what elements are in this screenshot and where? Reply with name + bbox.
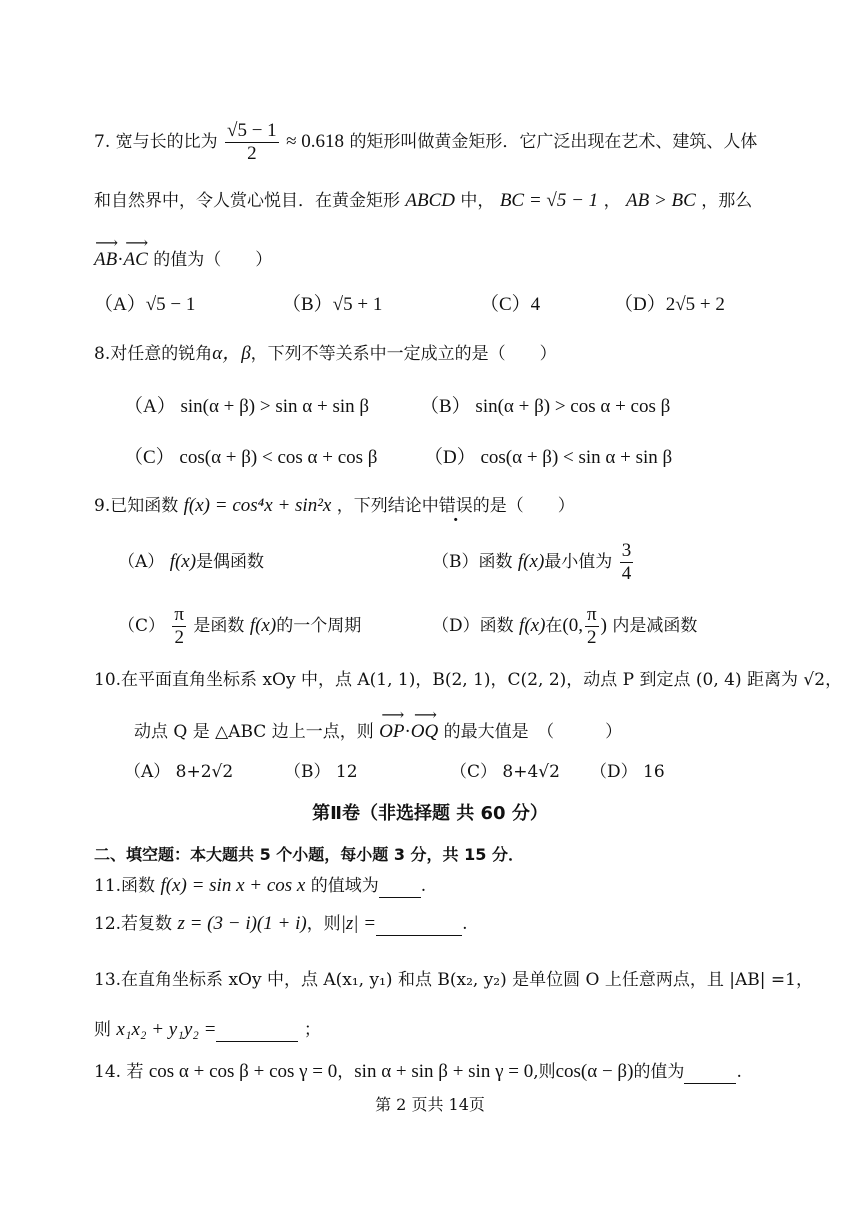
vector-oq: ⟶ OQ: [411, 720, 438, 744]
q8-option-c: （C） cos(α + β) < cos α + cos β: [124, 447, 378, 468]
q11: 11.函数 f(x) = sin x + cos x 的值域为 .: [94, 875, 427, 896]
q10-option-d: （D） 16: [590, 762, 665, 782]
vector-ab: ⟶ AB: [94, 248, 117, 272]
rect-name: ABCD: [405, 190, 456, 211]
q9-function: f(x) = cos⁴x + sin²x: [183, 495, 332, 516]
fraction-three-quarters: $\frac{3}{4}$: [621, 540, 632, 584]
q13-answer-blank: [216, 1023, 298, 1042]
q13-line2: 则 x₁x₂ + y₁y₂ = ；: [94, 1019, 321, 1040]
q9-option-a: （A） f(x)是偶函数: [118, 551, 265, 572]
q9-option-c: （C） $\frac{\pi}{2}$ 是函数 f(x)的一个周期: [118, 604, 362, 648]
q13-line1: 13.在直角坐标系 xOy 中，点 A(x₁, y₁) 和点 B(x₂, y₂) 是单位圆 O 上任意两点，且 |AB| =1，: [94, 970, 813, 990]
fraction-pi-half: $\frac{\pi}{2}$: [174, 604, 185, 648]
ab-gt-bc: AB > BC: [626, 190, 696, 211]
q7-option-b: （B）√5 + 1: [282, 294, 383, 315]
vector-ac: ⟶ AC: [124, 248, 148, 272]
q14-answer-blank: [684, 1065, 736, 1084]
part2-title: 第Ⅱ卷（非选择题 共 60 分）: [312, 803, 548, 824]
q7-text-end: 的矩形叫做黄金矩形．它广泛出现在艺术、建筑、人体: [349, 132, 758, 152]
q10-option-c: （C） 8+4√2: [450, 762, 560, 782]
q7-line2: 和自然界中，令人赏心悦目．在黄金矩形 ABCD 中， BC = √5 − 1 ， AB > BC ，那么: [94, 190, 753, 211]
q9-stem: 9.已知函数 f(x) = cos⁴x + sin²x ，下列结论中错误的是（ ）: [94, 495, 575, 516]
golden-ratio-fraction: $\frac{√5 - 1}{2}$: [227, 120, 277, 164]
emphasis-wrong: 错误: [438, 496, 473, 516]
q9-option-b: （B）函数 f(x)最小值为 $\frac{3}{4}$: [432, 540, 632, 584]
q7-option-c: （C）4: [480, 294, 541, 315]
q14: 14. 若 cos α + cos β + cos γ = 0，sin α + sin β + sin γ = 0,则cos(α − β)的值为 .: [94, 1061, 742, 1082]
q12-answer-blank: [376, 917, 462, 936]
bc-length: BC = √5 − 1: [499, 190, 599, 211]
q7-line1: [94, 120, 757, 165]
q11-answer-blank: [379, 879, 421, 898]
q9-option-d: （D）函数 f(x)在(0, $\frac{\pi}{2}$ ) 内是减函数: [432, 604, 698, 648]
q10-option-b: （B） 12: [284, 762, 358, 782]
q8-stem: 8.对任意的锐角α，β，下列不等关系中一定成立的是（ ）: [94, 343, 557, 364]
q7-approx: ≈ 0.618: [286, 131, 345, 152]
q7-line3: ⟶ AB·⟶ AC 的值为（ ）: [94, 248, 272, 272]
q7-option-d: （D）2√5 + 2: [614, 294, 725, 315]
fraction-pi-half-interval: $\frac{\pi}{2}$: [587, 604, 597, 648]
section-fill-blank: 二、填空题：本大题共 5 个小题，每小题 3 分，共 15 分．: [94, 845, 524, 864]
page-footer: 第 2 页共 14页: [375, 1095, 485, 1114]
q8-option-b: （B） sin(α + β) > cos α + cos β: [420, 396, 671, 417]
q10-line1: 10.在平面直角坐标系 xOy 中，点 A(1, 1)，B(2, 1)，C(2, 2)，动点 P 到定点 (0, 4) 距离为 √2，: [94, 670, 843, 690]
vector-op: ⟶ OP: [379, 720, 404, 744]
q8-option-d: （D） cos(α + β) < sin α + sin β: [424, 447, 673, 468]
q7-option-a: （A）√5 − 1: [94, 294, 196, 315]
q10-line2: 动点 Q 是 △ABC 边上一点，则 ⟶ OP·⟶ OQ 的最大值是 （ ）: [134, 720, 622, 744]
q8-option-a: （A） sin(α + β) > sin α + sin β: [124, 396, 370, 417]
q12: 12.若复数 z = (3 − i)(1 + i)，则|z| = .: [94, 913, 468, 934]
q7-text: 7. 宽与长的比为: [94, 132, 218, 152]
q10-option-a: （A） 8+2√2: [124, 762, 234, 782]
